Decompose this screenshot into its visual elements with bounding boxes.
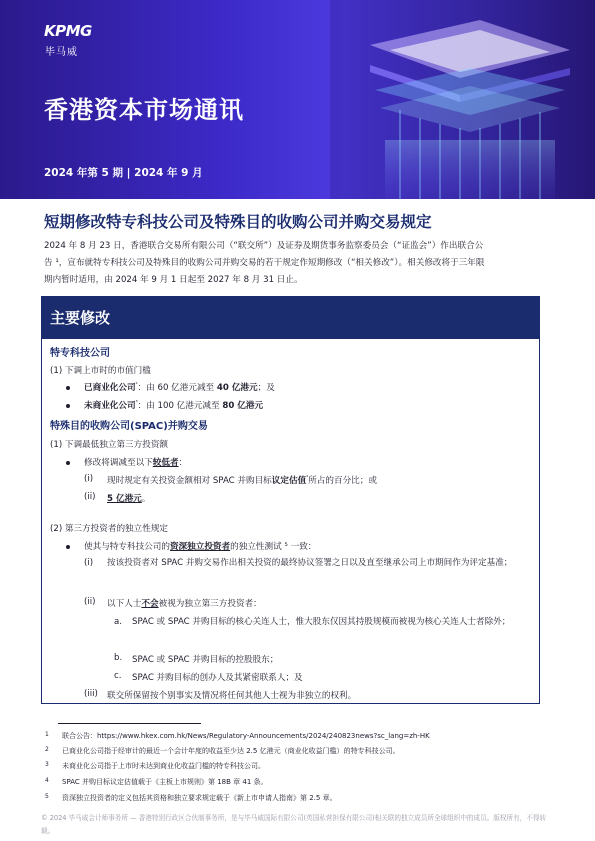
footnote-number: 1 bbox=[45, 731, 49, 738]
bullet-icon bbox=[66, 404, 70, 408]
footnote-number: 5 bbox=[45, 793, 49, 800]
footnote-text: 未商业化公司指于上市时未达到商业化收益门槛的特专科技公司。 bbox=[62, 762, 265, 770]
footnote-number: 3 bbox=[45, 761, 49, 768]
footnote-number: 4 bbox=[45, 777, 49, 784]
sub-item-amount: 5 亿港元。 bbox=[107, 494, 151, 504]
sec2-item-1: (1) 下调最低独立第三方投资额 bbox=[50, 440, 169, 450]
bullet-independence: 使其与特专科技公司的资深独立投资者的独立性测试 ⁵ 一致： bbox=[84, 542, 317, 552]
rule-founders: SPAC 并购目标的创办人及其紧密联系人；及 bbox=[132, 673, 303, 683]
intro-line: 2024 年 8 月 23 日，香港联合交易所有限公司（“联交所”）及证券及期货事务监察委员会（“证监会”）作出联合公 bbox=[44, 241, 484, 251]
bullet-commercial: 已商业化公司$^{^2}$：由 60 亿港元减至 40 亿港元；及 bbox=[84, 382, 275, 393]
copyright-notice: © 2024 毕马威会计师事务所 — 香港特别行政区合伙制事务所，是与毕马威国际有限公司(英国私营担保有限公司)相关联的独立成员所全球组织中的成员。版权所有，不得转载。 bbox=[41, 814, 547, 835]
footnote-number: 2 bbox=[45, 746, 49, 753]
rule-not-independent: 以下人士不会被视为独立第三方投资者： bbox=[107, 599, 262, 609]
article-intro bbox=[44, 238, 549, 289]
rule-core-connected: SPAC 或 SPAC 并购目标的核心关连人士，惟大股东仅因其持股规模而被视为核心关连人士者除外； bbox=[132, 617, 511, 627]
footnote-text: 资深独立投资者的定义包括其资格和独立要求规定载于《新上市申请人指南》第 2.5 章。 bbox=[62, 794, 337, 802]
issue-date: 2024 年第 5 期 | 2024 年 9 月 bbox=[44, 167, 203, 179]
roman-num-iii: (iii) bbox=[84, 689, 98, 699]
section-title-spac: 特殊目的收购公司(SPAC)并购交易 bbox=[50, 421, 208, 432]
footnote-text: 已商业化公司指于经审计的最近一个会计年度的收益至少达 2.5 亿港元（商业化收益门槛）的特专科技公司。 bbox=[62, 747, 400, 755]
sec1-item-1: (1) 下调上市时的市值门槛 bbox=[50, 366, 151, 376]
footnote-text: SPAC 并购目标议定估值载于《主板上市规则》第 18B 章 41 条。 bbox=[62, 778, 268, 786]
sec2-item-2: (2) 第三方投资者的独立性规定 bbox=[50, 524, 169, 534]
roman-num-i: (i) bbox=[84, 474, 94, 484]
article-title: 短期修改特专科技公司及特殊目的收购公司并购交易规定 bbox=[44, 213, 432, 231]
footnote-text: 联合公告：https://www.hkex.com.hk/News/Regulatory-Announcements/2024/240823news?sc_lang=zh-HK bbox=[62, 732, 430, 740]
intro-line: 期内暂时适用，由 2024 年 9 月 1 日起至 2027 年 8 月 31 日止。 bbox=[44, 275, 303, 285]
key-changes-box bbox=[41, 296, 540, 704]
box-header bbox=[42, 297, 539, 337]
bullet-precommercial: 未商业化公司$^{^3}$：由 100 亿港元减至 80 亿港元 bbox=[84, 400, 264, 411]
box-divider bbox=[42, 337, 539, 339]
sub-item-valuation: 现时规定有关投资金额相对 SPAC 并购目标议定估值$^{^4}$所占的百分比；或 bbox=[107, 475, 377, 486]
bullet-icon bbox=[66, 545, 70, 549]
header-banner bbox=[0, 0, 595, 199]
bullet-lower-of: 修改将调减至以下较低者： bbox=[84, 458, 188, 468]
rule-controlling-shareholder: SPAC 或 SPAC 并购目标的控股股东； bbox=[132, 655, 279, 665]
rule-reserve-right: 联交所保留按个别事实及情况将任何其他人士视为非独立的权利。 bbox=[107, 691, 357, 701]
roman-num-ii: (ii) bbox=[84, 492, 96, 502]
chip-illustration bbox=[330, 0, 595, 199]
bullet-icon bbox=[66, 461, 70, 465]
roman-num-ii: (ii) bbox=[84, 597, 96, 607]
section-title-specialist-tech: 特专科技公司 bbox=[50, 348, 110, 359]
publication-title: 香港资本市场通讯 bbox=[44, 96, 244, 124]
kpmg-logo-chinese: 毕马威 bbox=[45, 47, 78, 58]
intro-line: 告 ¹，宣布就特专科技公司及特殊目的收购公司并购交易的若干规定作短期修改（“相关修改”）。相关修改将于三年限 bbox=[44, 258, 485, 268]
letter-a: a. bbox=[114, 617, 122, 627]
bullet-icon bbox=[66, 386, 70, 390]
letter-b: b. bbox=[114, 653, 123, 663]
rule-assessment-date: 按该投资者对 SPAC 并购交易作出相关投资的最终协议签署之日以及直至继承公司上市期间作为评定基准； bbox=[107, 558, 513, 568]
box-heading: 主要修改 bbox=[50, 309, 111, 327]
kpmg-logo: KPMG bbox=[44, 22, 92, 40]
footnote-divider bbox=[58, 723, 201, 724]
roman-num-i: (i) bbox=[84, 558, 94, 568]
letter-c: c. bbox=[114, 671, 122, 681]
